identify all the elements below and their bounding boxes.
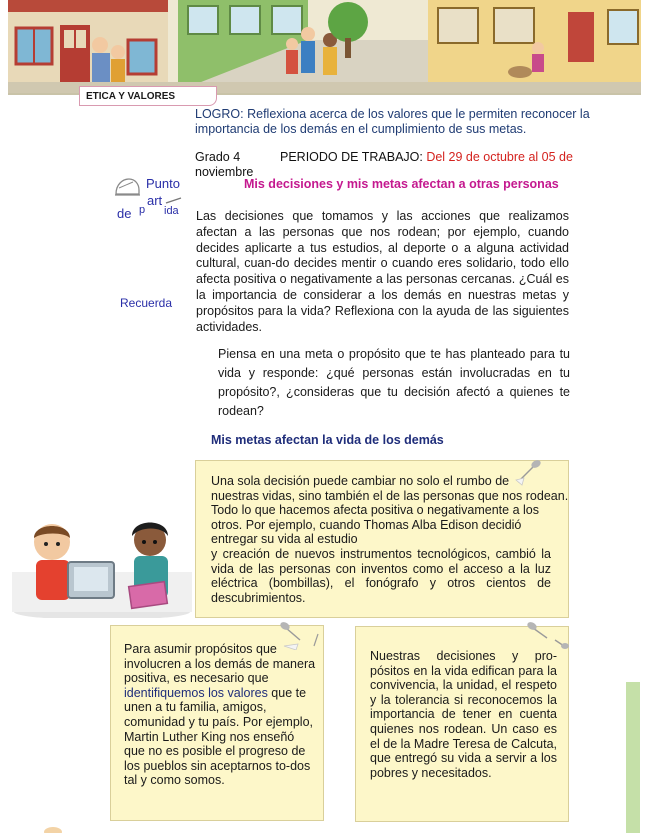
subject-tab [79,86,217,106]
logo-letter-p: p [139,204,146,216]
subsection-title: Mis metas afectan la vida de los demás [211,433,444,447]
pushpin-icon [514,458,548,486]
note-mlk-part2: que te unen a tu familia, amigos, comunidad y tu país. Por ejemplo, Martin Luther King nos enseñó que no es posible el progreso de los pueblos sin aceptarnos to-dos tal y como somos. [124,685,313,788]
helmet-icon [113,176,141,200]
logo-word-art: art [147,193,163,208]
note-martin-luther-king [110,625,324,821]
bottom-decoration [44,827,62,833]
flag-icon [165,197,183,205]
note-mlk-part1: Para asumir propósitos que involucren a los demás de manera positiva, es necesario que [124,642,316,686]
kids-with-computer-illustration [12,500,192,618]
note-edison-part3: y creación de nuevos instrumentos tecnológicos, cambió la vida de las personas con inventos como el acceso a la luz eléctrica (bombillas), el fonógrafo y otros cientos de descubrimientos. [211,546,551,605]
recuerda-label: Recuerda [120,296,173,310]
logo-word-de: de [117,206,132,221]
note-teresa-text: Nuestras decisiones y pro-pósitos en la vida edifican para la convivencia, la unidad, el respeto y la tolerancia si reconocemos la importancia de tener en cuenta quienes nos rodean. Un caso es el de la Madre Teresa de Calcuta, que entregó su vida a servir a los pobres y necesitados. [370,649,557,780]
note-madre-teresa [355,626,569,822]
logro-text [195,107,600,137]
note-mlk-text [124,642,317,788]
periodo-dates: Del 29 de octubre al 05 de [426,150,573,164]
reflection-prompt: Piensa en una meta o propósito que te has planteado para tu vida y responde: ¿qué personas están involucradas en tu propósito?, ¿consideras que tu decisión afectó a quienes te rodean? [218,347,570,418]
note-edison-part2: Todo lo que hacemos afecta positiva o negativamente a los otros. Por ejemplo, cuando Thomas Alba Edison decidió entregar su vida al estudio [211,503,539,547]
section-title: Mis decisiones y mis metas afectan a otras personas [244,177,559,191]
periodo-dates-cont: noviembre [195,165,254,179]
pushpin-icon [278,620,322,650]
street-scene-illustration [8,0,641,95]
pushpin-icon [525,620,571,654]
logro-label: LOGRO: [195,107,244,121]
grado-periodo-line [195,150,595,180]
side-decoration-bar [626,682,640,833]
logo-word-ida: ida [164,205,179,217]
header-banner-illustration [8,0,641,95]
logro-description: Reflexiona acerca de los valores que le permiten reconocer la importancia de los demás en el cumplimiento de sus metas. [195,107,590,136]
note-edison [195,460,569,618]
logo-word-punto: Punto [146,176,180,191]
periodo-label: PERIODO DE TRABAJO: [280,150,427,164]
intro-paragraph: Las decisiones que tomamos y las acciones que realizamos afectan a las personas que nos rodean; por ejemplo, cuando decides aplicarte a tus estudios, al deporte o a alguna actividad cultural, cuan-do decides mentir o cuando eres solidario, todo ello afecta positiva o negativamente a las personas cercanas. ¿Cuál es la importancia de considerar a los demás en nuestras metas y propósitos para la vida? Reflexiona con la ayuda de las siguientes actividades. [196,209,569,334]
punto-de-partida-logo [113,174,188,224]
note-mlk-highlight: identifiquemos los valores [124,685,268,700]
note-edison-line2: nuestras vidas, sino también el de las personas que nos rodean. [211,488,569,503]
grado-label: Grado 4 [195,150,241,164]
note-edison-line1: Una sola decisión puede cambiar no solo el rumbo de [211,474,510,488]
subject-label: ETICA Y VALORES [86,91,176,102]
